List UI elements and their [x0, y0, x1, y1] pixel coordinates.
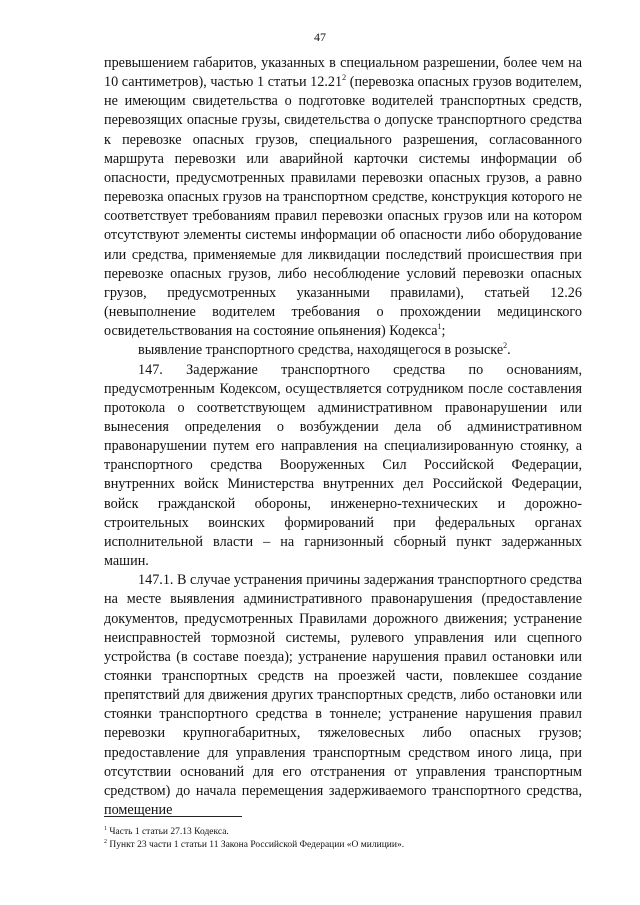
footnotes	[104, 826, 582, 852]
footnote-2	[104, 839, 582, 852]
page-number: 47	[314, 30, 326, 44]
footnote-ref: 2	[503, 341, 508, 351]
paragraph-text: (перевозка опасных грузов водителем, не имеющим свидетельства о подготовке водителей транспортных средств, перевозящих опасные грузы, свидетельства о допуске транспортного средства к перевозке опасных грузов, специального разрешения, согласованного маршрута перевозки или аварийной карточки системы информации об опасности, предусмотренных правилами перевозки опасных грузов, а равно перевозка опасных грузов на транспортном средстве, конструкция которого не соответствует требованиям правил перевозки опасных грузов или на котором отсутствуют элементы системы информации об опасности либо оборудование или средства, применяемые для ликвидации последствий происшествия при перевозке опасных грузов, либо несоблюдение условий перевозки опасных грузов, предусмотренных указанными правилами), статьей 12.26 (невыполнение водителем требования о прохождении медицинского освидетельствования на состояние опьянения) Кодекса	[104, 74, 582, 340]
paragraph-text: выявление транспортного средства, находящегося в розыске	[138, 342, 504, 359]
paragraph-text: ;	[441, 323, 446, 340]
footnote-ref: 1	[437, 322, 442, 332]
paragraph-text: превышением габаритов, указанных в специальном разрешении, более чем на 10 сантиметров), частью 1 статьи 12.21	[104, 55, 582, 91]
footnote-1	[104, 826, 582, 839]
footnote-divider	[104, 816, 242, 817]
paragraph-continuation	[104, 54, 582, 341]
footnote-text: Часть 1 статьи 27.13 Кодекса.	[107, 827, 229, 837]
paragraph-147-1: 147.1. В случае устранения причины задержания транспортного средства на месте выявления административного правонарушения (предоставление документов, предусмотренных Правилами дорожного движения; устранение неисправностей тормозной системы, рулевого управления или сцепного устройства (в составе поезда); устранение нарушения правил остановки или стоянки транспортных средств на проезжей части, повлекшее создание препятствий для движения других транспортных средств, либо остановки или стоянки транспортного средства в тоннеле; устранение нарушения правил перевозки крупногабаритных, тяжеловесных либо опасных грузов; предоставление для управления транспортным средством иного лица, при отсутствии оснований для его отстранения от управления транспортным средством) до начала перемещения задерживаемого транспортного средства, помещение	[104, 572, 582, 819]
body-text	[104, 54, 582, 820]
paragraph-147: 147. Задержание транспортного средства по основаниям, предусмотренным Кодексом, осуществляется сотрудником после составления протокола о соответствующем административном правонарушении или вынесения определения о возбуждении дела об административном правонарушении путем его направления на специализированную стоянку, а транспортного средства Вооруженных Сил Российской Федерации, внутренних войск Министерства внутренних дел Российской Федерации, войск гражданской обороны, инженерно-технических и дорожно-строительных воинских формирований при федеральных органах исполнительной власти – на гарнизонный сборный пункт задержанных машин.	[104, 361, 582, 570]
footnote-mark: 1	[104, 826, 107, 832]
paragraph-text: .	[507, 342, 511, 359]
paragraph-search	[104, 341, 582, 360]
footnote-text: Пункт 23 части 1 статьи 11 Закона Российской Федерации «О милиции».	[107, 840, 405, 850]
footnote-mark: 2	[104, 839, 107, 845]
footnote-ref: 2	[342, 73, 347, 83]
